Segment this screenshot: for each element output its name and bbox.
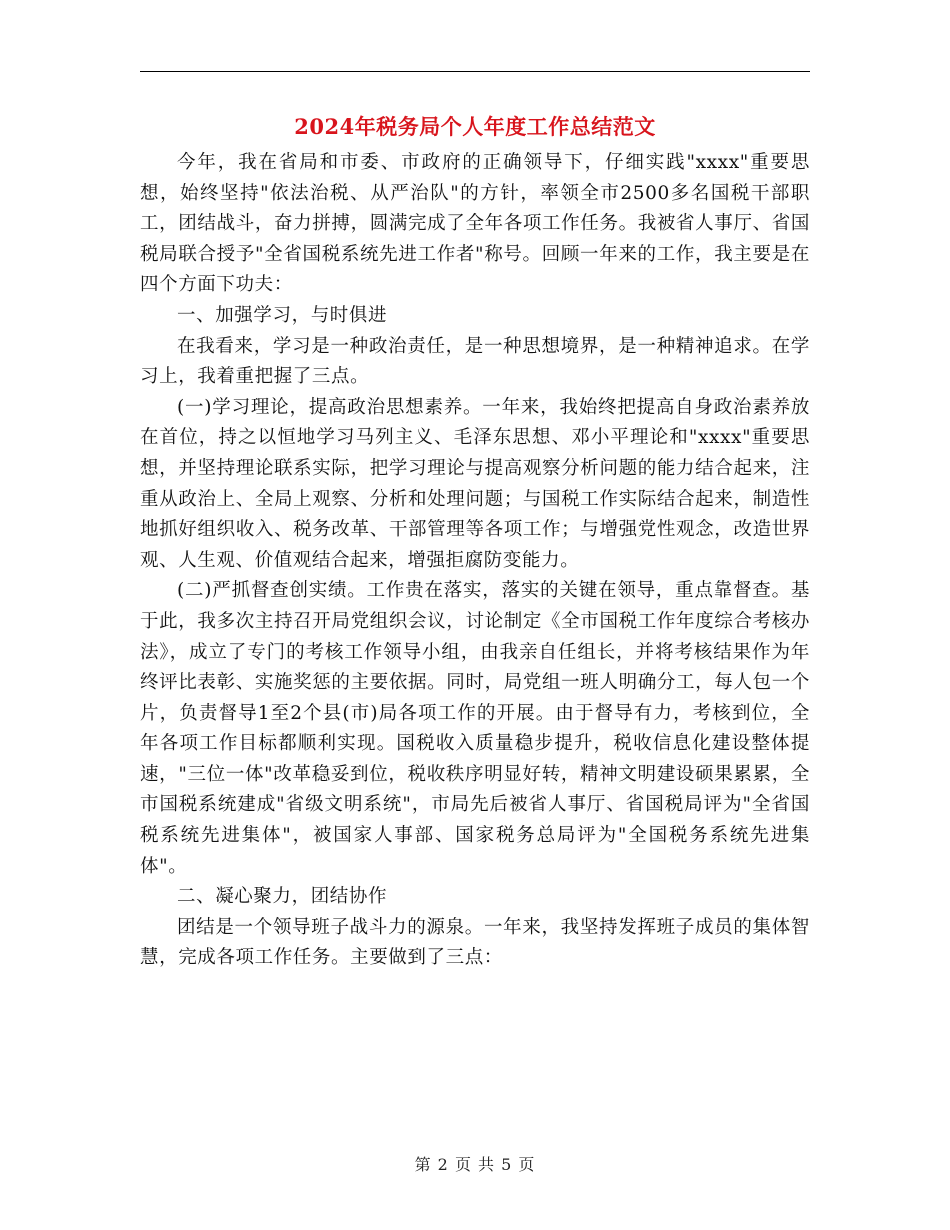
section-heading-2: 二、凝心聚力，团结协作 [177, 886, 388, 908]
paragraph-study-theory: (一)学习理论，提高政治思想素养。一年来，我始终把提高自身政治素养放在首位，持之以恒地学习马列主义、毛泽东思想、邓小平理论和"xxxx"重要思想，并坚持理论联系实际，把学习理论与提高观察分析问题的能力结合起来，注重从政治上、全局上观察、分析和处理问题；与国税工作实际结合起来，制造性地抓好组织收入、税务改革、干部管理等各项工作；与增强党性观念，改造世界观、人生观、价值观结合起来，增强拒腐防变能力。 [140, 396, 810, 571]
document-title: 2024年税务局个人年度工作总结范文 [294, 114, 656, 139]
paragraph-intro: 今年，我在省局和市委、市政府的正确领导下，仔细实践"xxxx"重要思想，始终坚持"依法治税、从严治队"的方针，率领全市2500多名国税干部职工，团结战斗，奋力拼搏，圆满完成了全年各项工作任务。我被省人事厅、省国税局联合授予"全省国税系统先进工作者"称号。回顾一年来的工作，我主要是在四个方面下功夫： [140, 152, 810, 296]
paragraph-supervision: (二)严抓督查创实绩。工作贵在落实，落实的关键在领导，重点靠督查。基于此，我多次主持召开局党组织会议，讨论制定《全市国税工作年度综合考核办法》，成立了专门的考核工作领导小组，由我亲自任组长，并将考核结果作为年终评比表彰、实施奖惩的主要依据。同时，局党组一班人明确分工，每人包一个片，负责督导1至2个县(市)局各项工作的开展。由于督导有力，考核到位，全年各项工作目标都顺利实现。国税收入质量稳步提升，税收信息化建设整体提速，"三位一体"改革稳妥到位，税收秩序明显好转，精神文明建设硕果累累，全市国税系统建成"省级文明系统"，市局先后被省人事厅、省国税局评为"全省国税系统先进集体"，被国家人事部、国家税务总局评为"全国税务系统先进集体"。 [140, 580, 810, 877]
paragraph-study-intro: 在我看来，学习是一种政治责任，是一种思想境界，是一种精神追求。在学习上，我着重把握了三点。 [140, 335, 810, 388]
document-body [140, 148, 810, 974]
paragraph-unity: 团结是一个领导班子战斗力的源泉。一年来，我坚持发挥班子成员的集体智慧，完成各项工作任务。主要做到了三点： [140, 916, 810, 969]
page-number-footer: 第 2 页 共 5 页 [414, 1155, 536, 1174]
header-rule [140, 71, 810, 72]
section-heading-1: 一、加强学习，与时俱进 [177, 304, 388, 326]
